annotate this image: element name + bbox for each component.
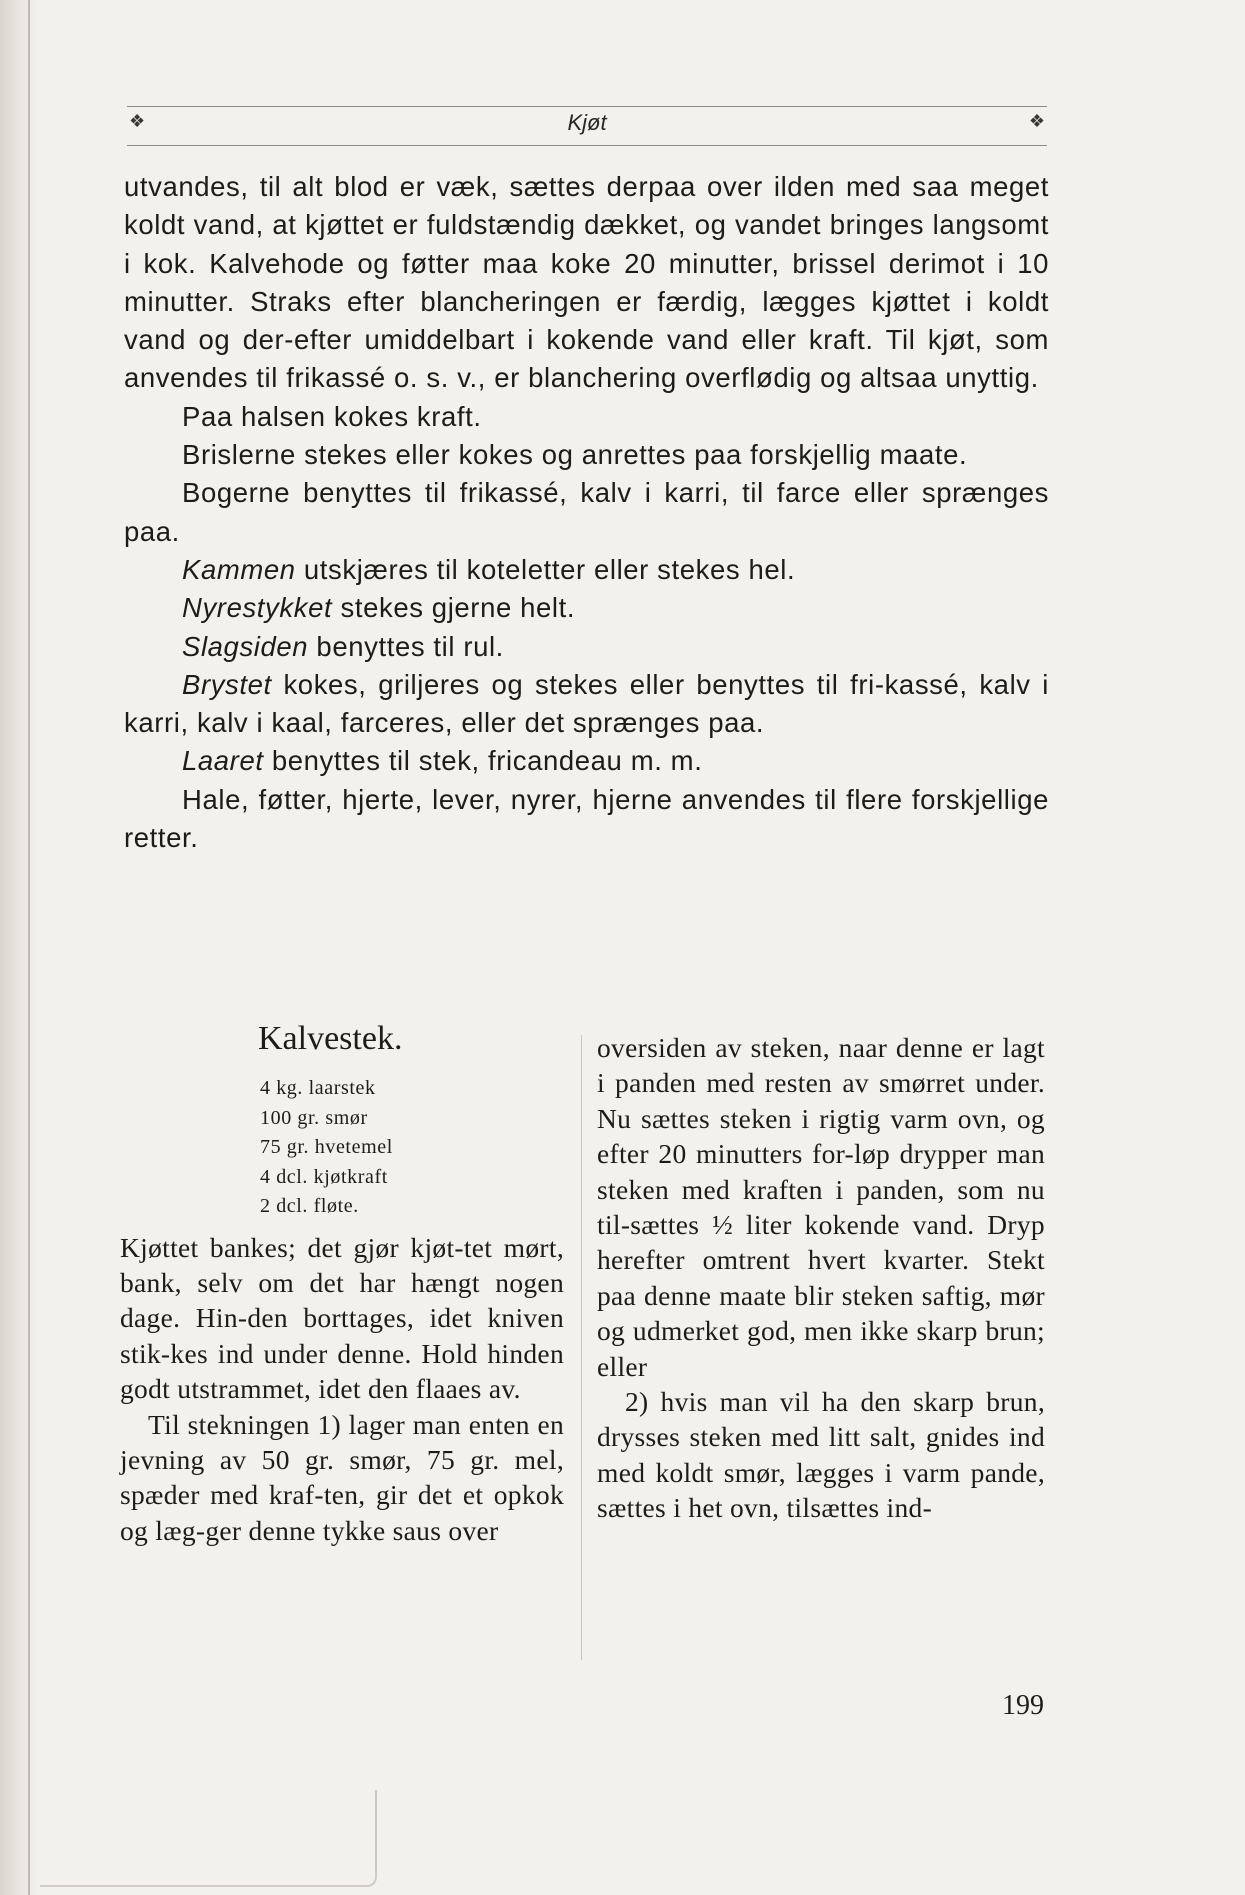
ornament-right-icon: ❖ [1028,111,1045,131]
paragraph: Laaret benyttes til stek, fricandeau m. m. [182,745,703,777]
paragraph: oversiden av steken, naar denne er lagt i panden med resten av smørret under. Nu sættes steken i rigtig varm ovn, og efter 20 minutters for-løp drypper man steken med kraften i panden, som nu til-sættes ½ liter kokende vand. Dryp herefter omtrent hvert kvarter. Stekt paa denne maate blir steken saftig, mør og udmerket god, men ikke skarp brun; eller [597,1032,1045,1382]
paragraph: utvandes, til alt blod er væk, sættes derpaa over ilden med saa meget koldt vand, at kjøttet er fuldstændig dækket, og vandet bringes langsomt i kok. Kalvehode og føtter maa koke 20 minutter, brissel derimot i 10 minutter. Straks efter blancheringen er færdig, lægges kjøttet i koldt vand og der-efter umiddelbart i kokende vand eller kraft. Til kjøt, som anvendes til frikassé o. s. v., er blanchering overflødig og altsaa unyttig. [124,171,1049,394]
page-corner-mark [40,1790,377,1887]
paragraph: Bogerne benyttes til frikassé, kalv i karri, til farce eller sprænges paa. [124,477,1049,547]
paragraph: Til stekningen 1) lager man enten en jevning av 50 gr. smør, 75 gr. mel, spæder med kraf-ten, gir det et opkok og læg-ger denne tykke saus over [120,1408,564,1546]
paragraph: Brystet kokes, griljeres og stekes eller benyttes til fri-kassé, kalv i karri, kalv i kaal, farceres, eller det sprænges paa. [124,668,1049,739]
ingredient-item: 4 dcl. kjøtkraft [260,1165,388,1188]
ornament-left-icon: ❖ [129,111,146,131]
cut-term: Kammen [182,553,296,585]
ingredient-list [260,1074,564,1222]
paragraph: Nyrestykket stekes gjerne helt. [182,592,576,624]
header-title: Kjøt [567,110,607,135]
recipe-instructions-right [597,1030,1045,1526]
paragraph: Brislerne stekes eller kokes og anrettes paa forskjellig maate. [182,439,968,471]
paragraph: Paa halsen kokes kraft. [182,400,482,432]
main-text [124,168,1049,857]
cut-term: Laaret [182,745,264,777]
paragraph: Slagsiden benyttes til rul. [182,630,504,662]
paragraph: Hale, føtter, hjerte, lever, nyrer, hjerne anvendes til flere forskjellige retter. [124,783,1049,854]
paragraph: 2) hvis man vil ha den skarp brun, drysses steken med litt salt, gnides ind med koldt smør, lægges i varm pande, sættes i het ovn, tilsættes ind- [597,1386,1045,1524]
binding-edge-line [28,0,30,1895]
cut-term: Nyrestykket [182,592,333,624]
column-divider [581,1035,582,1660]
ingredient-item: 75 gr. hvetemel [260,1136,393,1158]
paragraph: Kammen utskjæres til koteletter eller stekes hel. [182,553,796,585]
cut-term: Brystet [182,668,272,700]
recipe-right-column [597,1030,1045,1526]
recipe-instructions-left [120,1230,564,1549]
book-binding-shadow [0,0,40,1895]
ingredient-item: 100 gr. smør [260,1106,368,1129]
paragraph: Kjøttet bankes; det gjør kjøt-tet mørt, bank, selv om det har hængt nogen dage. Hin-den borttages, idet kniven stik-kes ind under denne. Hold hinden godt utstrammet, idet den flaaes av. [120,1231,564,1405]
recipe-left-column [120,1020,564,1548]
recipe-title: Kalvestek. [258,1020,403,1057]
ingredient-item: 4 kg. laarstek [260,1077,376,1099]
ingredient-item: 2 dcl. fløte. [260,1195,359,1217]
cut-term: Slagsiden [182,630,309,662]
page-number: 199 [1002,1690,1044,1721]
running-header [127,106,1047,146]
